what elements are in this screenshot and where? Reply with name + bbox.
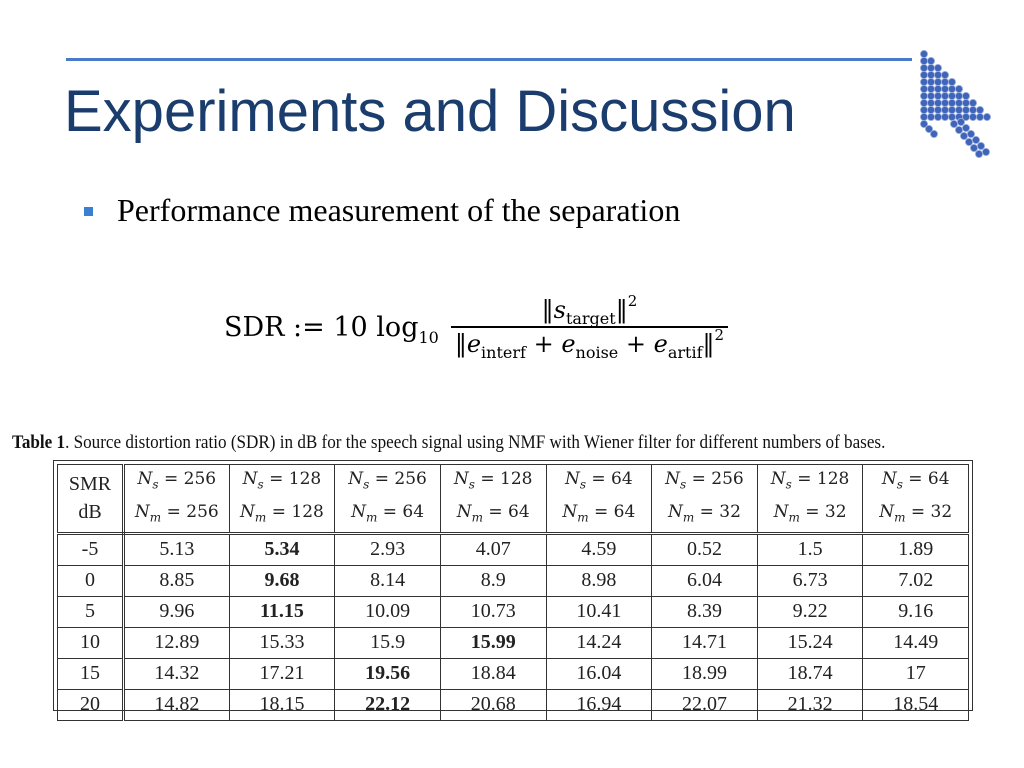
table-row (58, 533, 969, 565)
nm-value: 128 (291, 502, 324, 523)
sdr-cell: 8.14 (335, 565, 441, 596)
logo-dot (976, 113, 983, 120)
table-row (58, 565, 969, 596)
nm-value: 64 (402, 502, 425, 523)
logo-dot (967, 130, 974, 137)
logo-dot (934, 113, 941, 120)
table-body (58, 533, 969, 720)
ns-value: 256 (394, 469, 427, 489)
logo-dot (982, 148, 989, 155)
logo-dot (969, 99, 976, 106)
caption-text: . Source distortion ratio (SDR) in dB for the speech signal using NMF with Wiener filter for different numbers of bases. (65, 432, 886, 453)
logo-dot (934, 106, 941, 113)
column-header-ns: $N_s = 128$ (770, 469, 850, 492)
logo-dot (927, 57, 934, 64)
sdr-cell: 15.99 (440, 627, 546, 658)
column-header-3 (440, 465, 546, 534)
column-header-ns: $N_s = 128$ (242, 469, 322, 492)
column-header-ns: $N_s = 256$ (348, 469, 427, 492)
sdr-cell: 20.68 (440, 689, 546, 720)
sdr-cell: 5.13 (124, 533, 230, 565)
logo-dot (976, 106, 983, 113)
nm-value: 64 (613, 502, 636, 523)
logo-dot (955, 99, 962, 106)
sdr-cell: 10.73 (440, 596, 546, 627)
logo-dot (920, 50, 927, 57)
column-header-nm: $N_m = 128$ (240, 502, 324, 525)
logo-dot (927, 106, 934, 113)
column-header-1 (229, 465, 335, 534)
sdr-cell: 0.52 (652, 533, 758, 565)
column-header-6 (757, 465, 863, 534)
table-row (58, 596, 969, 627)
dotted-cursor-arrow-icon (914, 46, 998, 164)
sdr-cell: 22.07 (652, 689, 758, 720)
smr-header-unit: dB (78, 501, 102, 524)
column-header-0 (124, 465, 230, 534)
sdr-cell: 18.74 (757, 658, 863, 689)
sdr-cell: 16.94 (546, 689, 652, 720)
sdr-cell: 1.5 (757, 533, 863, 565)
logo-dot (934, 85, 941, 92)
column-header-nm: $N_m = 32$ (879, 502, 953, 525)
logo-dot (977, 142, 984, 149)
sdr-cell: 18.84 (440, 658, 546, 689)
title-rule (66, 58, 912, 61)
logo-dot (934, 99, 941, 106)
logo-dot (927, 78, 934, 85)
table-row (58, 658, 969, 689)
logo-dot (920, 92, 927, 99)
sdr-cell: 15.24 (757, 627, 863, 658)
logo-dot (955, 106, 962, 113)
nm-value: 64 (508, 502, 530, 523)
logo-dot (948, 113, 955, 120)
logo-dot (969, 113, 976, 120)
logo-dot (948, 78, 955, 85)
sdr-cell: 21.32 (757, 689, 863, 720)
sdr-table (57, 464, 969, 721)
sdr-cell: 16.04 (546, 658, 652, 689)
logo-dot (970, 144, 977, 151)
column-header-ns: $N_s = 256$ (137, 469, 217, 492)
smr-header-label: SMR (68, 473, 112, 496)
logo-dot (941, 71, 948, 78)
logo-dot (920, 64, 927, 71)
sdr-cell: 14.32 (124, 658, 230, 689)
bullet-item (84, 192, 680, 229)
smr-cell: 0 (58, 565, 124, 596)
nm-value: 32 (719, 502, 741, 523)
logo-dot (927, 85, 934, 92)
logo-dot (962, 106, 969, 113)
sdr-cell: 10.41 (546, 596, 652, 627)
logo-dot (920, 78, 927, 85)
logo-dot (948, 92, 955, 99)
logo-dot (955, 85, 962, 92)
sdr-cell: 8.9 (440, 565, 546, 596)
logo-dot (948, 106, 955, 113)
caption-label: Table 1 (12, 432, 66, 453)
logo-dot (927, 113, 934, 120)
logo-dot (960, 132, 967, 139)
sdr-table-frame (53, 460, 973, 716)
sdr-cell: 9.22 (757, 596, 863, 627)
smr-cell: -5 (58, 533, 124, 565)
logo-dot (930, 130, 937, 137)
square-bullet-icon (84, 207, 93, 216)
column-header-ns: $N_s = 64$ (564, 469, 633, 492)
formula-denominator: $‖e_{interf} + e_{noise}$ + $e_{artif}‖^2$ (454, 326, 725, 362)
sdr-cell: 14.71 (652, 627, 758, 658)
logo-dot (983, 113, 990, 120)
ns-value: 128 (500, 469, 533, 489)
sdr-cell: 8.85 (124, 565, 230, 596)
sdr-cell: 6.04 (652, 565, 758, 596)
formula-numerator: $‖s_{target}‖^2$ (541, 292, 638, 328)
logo-dot (927, 99, 934, 106)
sdr-cell: 6.73 (757, 565, 863, 596)
column-header-nm: $N_m = 32$ (773, 502, 847, 525)
sdr-cell: 9.96 (124, 596, 230, 627)
nm-value: 32 (824, 502, 847, 523)
logo-dot (965, 138, 972, 145)
table-header-row (58, 465, 969, 534)
sdr-cell: 7.02 (863, 565, 969, 596)
sdr-cell: 18.15 (229, 689, 335, 720)
sdr-cell: 14.82 (124, 689, 230, 720)
sdr-cell: 17.21 (229, 658, 335, 689)
logo-dot (920, 71, 927, 78)
logo-dot (920, 85, 927, 92)
formula-log-base: 10 (418, 327, 439, 347)
table-row (58, 689, 969, 720)
sdr-cell: 14.49 (863, 627, 969, 658)
logo-dot (920, 99, 927, 106)
formula-lhs (224, 311, 439, 347)
sdr-cell: 19.56 (335, 658, 441, 689)
ns-value: 128 (816, 469, 850, 489)
sdr-cell: 5.34 (229, 533, 335, 565)
nm-value: 32 (930, 502, 953, 523)
sdr-cell: 9.16 (863, 596, 969, 627)
column-header-nm: $N_m = 256$ (134, 502, 219, 525)
logo-dot (934, 78, 941, 85)
sdr-cell: 17 (863, 658, 969, 689)
sdr-cell: 8.98 (546, 565, 652, 596)
smr-header (58, 465, 124, 534)
ns-value: 64 (611, 469, 633, 489)
ns-value: 128 (288, 469, 322, 489)
sdr-cell: 18.54 (863, 689, 969, 720)
column-header-ns: $N_s = 256$ (665, 469, 744, 492)
slide-title: Experiments and Discussion (64, 79, 796, 144)
smr-cell: 20 (58, 689, 124, 720)
logo-dot (962, 124, 969, 131)
sdr-cell: 8.39 (652, 596, 758, 627)
column-header-5 (652, 465, 758, 534)
logo-dot (920, 57, 927, 64)
logo-dot (920, 106, 927, 113)
column-header-nm: $N_m = 64$ (562, 502, 636, 525)
bullet-text: Performance measurement of the separation (117, 192, 681, 228)
logo-dot (927, 64, 934, 71)
formula-lhs-text: SDR := 10 log (224, 311, 419, 343)
logo-dot (972, 136, 979, 143)
sdr-cell: 15.9 (335, 627, 441, 658)
logo-dot (962, 92, 969, 99)
logo-dot (955, 126, 962, 133)
logo-dot (975, 150, 982, 157)
logo-dot (934, 71, 941, 78)
smr-cell: 10 (58, 627, 124, 658)
table-row (58, 627, 969, 658)
sdr-cell: 18.99 (652, 658, 758, 689)
logo-dot (941, 85, 948, 92)
column-header-nm: $N_m = 32$ (667, 502, 741, 525)
logo-dot (950, 120, 957, 127)
logo-dot (955, 92, 962, 99)
nm-value: 256 (186, 502, 219, 523)
logo-dot (934, 64, 941, 71)
smr-cell: 5 (58, 596, 124, 627)
column-header-ns: $N_s = 128$ (453, 469, 533, 492)
logo-dot (941, 113, 948, 120)
ns-value: 64 (927, 469, 950, 489)
sdr-cell: 2.93 (335, 533, 441, 565)
sdr-cell: 4.59 (546, 533, 652, 565)
ns-value: 256 (183, 469, 217, 489)
column-header-nm: $N_m = 64$ (351, 502, 425, 525)
column-header-nm: $N_m = 64$ (456, 502, 530, 525)
sdr-cell: 15.33 (229, 627, 335, 658)
logo-dot (969, 106, 976, 113)
logo-dot (941, 106, 948, 113)
table-caption (12, 432, 923, 454)
logo-dot (920, 113, 927, 120)
sdr-cell: 1.89 (863, 533, 969, 565)
logo-dot (962, 99, 969, 106)
logo-dot (948, 85, 955, 92)
ns-value: 256 (711, 469, 744, 489)
sdr-formula (224, 282, 784, 372)
logo-dot (927, 71, 934, 78)
logo-dot (941, 92, 948, 99)
smr-cell: 15 (58, 658, 124, 689)
sdr-cell: 10.09 (335, 596, 441, 627)
logo-dot (927, 92, 934, 99)
column-header-2 (335, 465, 441, 534)
sdr-cell: 22.12 (335, 689, 441, 720)
sdr-cell: 14.24 (546, 627, 652, 658)
logo-dot (957, 118, 964, 125)
logo-dot (941, 99, 948, 106)
column-header-7 (863, 465, 969, 534)
sdr-cell: 9.68 (229, 565, 335, 596)
formula-fraction (451, 292, 728, 362)
logo-dot (941, 78, 948, 85)
column-header-4 (546, 465, 652, 534)
column-header-ns: $N_s = 64$ (881, 469, 950, 492)
sdr-cell: 11.15 (229, 596, 335, 627)
logo-dot (934, 92, 941, 99)
sdr-cell: 4.07 (440, 533, 546, 565)
sdr-cell: 12.89 (124, 627, 230, 658)
logo-dot (948, 99, 955, 106)
